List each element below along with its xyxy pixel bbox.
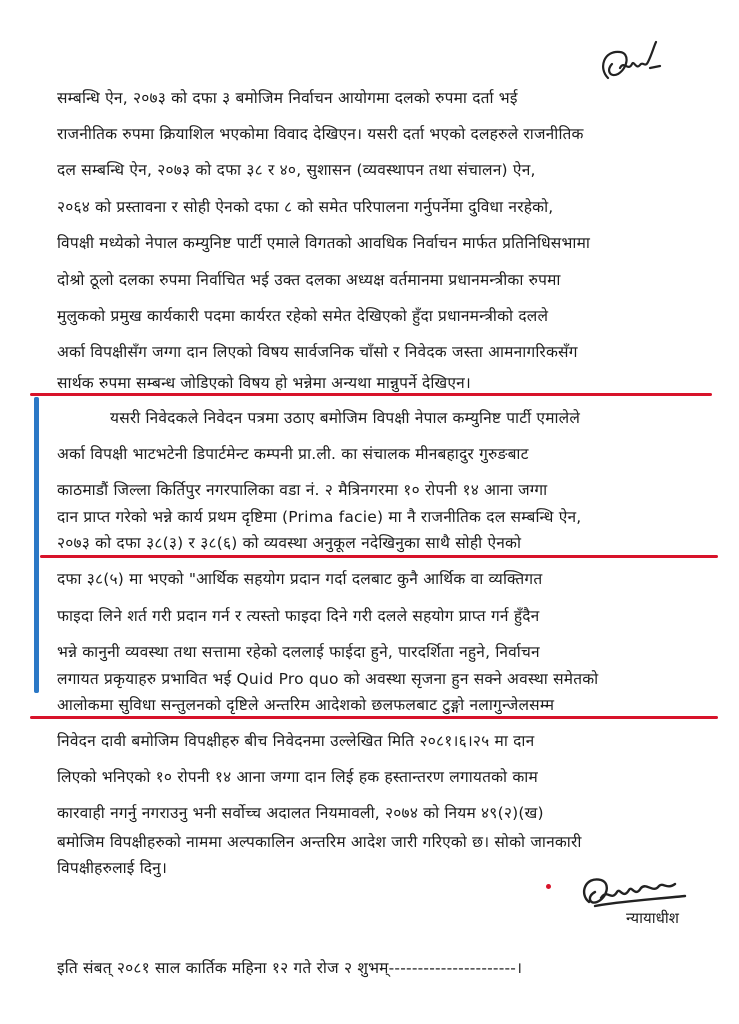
judge-title: न्यायाधीश: [626, 909, 679, 927]
text-line: यसरी निवेदकले निवेदन पत्रमा उठाए बमोजिम विपक्षी नेपाल कम्युनिष्ट पार्टी एमालेले: [110, 409, 581, 427]
text-line: २०६४ को प्रस्तावना र सोही ऐनको दफा ८ को समेत परिपालना गर्नुपर्नेमा दुविधा नरहेको,: [57, 198, 554, 216]
text-line: विपक्षीहरुलाई दिनु।: [57, 859, 168, 877]
text-line: २०७३ को दफा ३८(३) र ३८(६) को व्यवस्था अनुकूल नदेखिनुका साथै सोही ऐनको: [57, 534, 522, 552]
text-line: फाइदा लिने शर्त गरी प्रदान गर्न र त्यस्तो फाइदा दिने गरी दलले सहयोग प्राप्त गर्न हुँदैन: [57, 607, 540, 625]
closing-line: इति संबत् २०८१ साल कार्तिक महिना १२ गते रोज २ शुभम्----------------------।: [57, 959, 523, 977]
red-ink-dot: [546, 884, 551, 889]
text-line: आलोकमा सुविधा सन्तुलनको दृष्टिले अन्तरिम आदेशको छलफलबाट टुङ्गो नलागुन्जेलसम्म: [57, 696, 555, 714]
text-line: दफा ३८(५) मा भएको "आर्थिक सहयोग प्रदान गर्दा दलबाट कुनै आर्थिक वा व्यक्तिगत: [57, 570, 543, 588]
text-line: कारवाही नगर्नु नगराउनु भनी सर्वोच्च अदालत नियमावली, २०७४ को नियम ४९(२)(ख): [57, 804, 544, 822]
text-line: राजनीतिक रुपमा क्रियाशिल भएकोमा विवाद देखिएन। यसरी दर्ता भएको दलहरुले राजनीतिक: [57, 125, 584, 143]
blue-bracket-annotation: [34, 397, 39, 693]
judge-signature: [575, 872, 695, 942]
text-line: लगायत प्रकृयाहरु प्रभावित भई Quid Pro quo को अवस्था सृजना हुन सक्ने अवस्था समेतको: [57, 670, 599, 688]
red-underline-annotation: [30, 716, 718, 719]
text-line: दान प्राप्त गरेको भन्ने कार्य प्रथम दृष्टिमा (Prima facie) मा नै राजनीतिक दल सम्बन्धि ऐन,: [57, 508, 582, 526]
red-underline-annotation: [30, 393, 712, 396]
text-line: मुलुकको प्रमुख कार्यकारी पदमा कार्यरत रहेको समेत देखिएको हुँदा प्रधानमन्त्रीको दलले: [57, 307, 549, 325]
text-line: बमोजिम विपक्षीहरुको नाममा अल्पकालिन अन्तरिम आदेश जारी गरिएको छ। सोको जानकारी: [57, 833, 582, 851]
text-line: अर्का विपक्षी भाटभटेनी डिपार्टमेन्ट कम्पनी प्रा.ली. का संचालक मीनबहादुर गुरुङबाट: [57, 445, 529, 463]
text-line: भन्ने कानुनी व्यवस्था तथा सत्तामा रहेको दललाई फाईदा हुने, पारदर्शिता नहुने, निर्वाचन: [57, 643, 540, 661]
text-line: दल सम्बन्धि ऐन, २०७३ को दफा ३८ र ४०, सुशासन (व्यवस्थापन तथा संचालन) ऐन,: [57, 161, 536, 179]
text-line: विपक्षी मध्येको नेपाल कम्युनिष्ट पार्टी एमाले विगतको आवधिक निर्वाचन मार्फत प्रतिनिधिसभामा: [57, 234, 591, 252]
text-line: अर्का विपक्षीसँग जग्गा दान लिएको विषय सार्वजनिक चाँसो र निवेदक जस्ता आमनागरिकसँग: [57, 343, 578, 361]
text-line: दोश्रो ठूलो दलका रुपमा निर्वाचित भई उक्त दलका अध्यक्ष वर्तमानमा प्रधानमन्त्रीका रुपमा: [57, 271, 561, 289]
text-line: सार्थक रुपमा सम्बन्ध जोडिएको विषय हो भन्नेमा अन्यथा मान्नुपर्ने देखिएन।: [57, 374, 471, 392]
text-line: काठमाडौं जिल्ला किर्तिपुर नगरपालिका वडा नं. २ मैत्रिनगरमा १० रोपनी १४ आना जग्गा: [57, 481, 548, 499]
text-line: निवेदन दावी बमोजिम विपक्षीहरु बीच निवेदनमा उल्लेखित मिति २०८१।६।२५ मा दान: [57, 732, 535, 750]
text-line: सम्बन्धि ऐन, २०७३ को दफा ३ बमोजिम निर्वाचन आयोगमा दलको रुपमा दर्ता भई: [57, 89, 518, 107]
text-line: लिएको भनिएको १० रोपनी १४ आना जग्गा दान लिई हक हस्तान्तरण लगायतको काम: [57, 768, 538, 786]
red-underline-annotation: [40, 555, 718, 558]
